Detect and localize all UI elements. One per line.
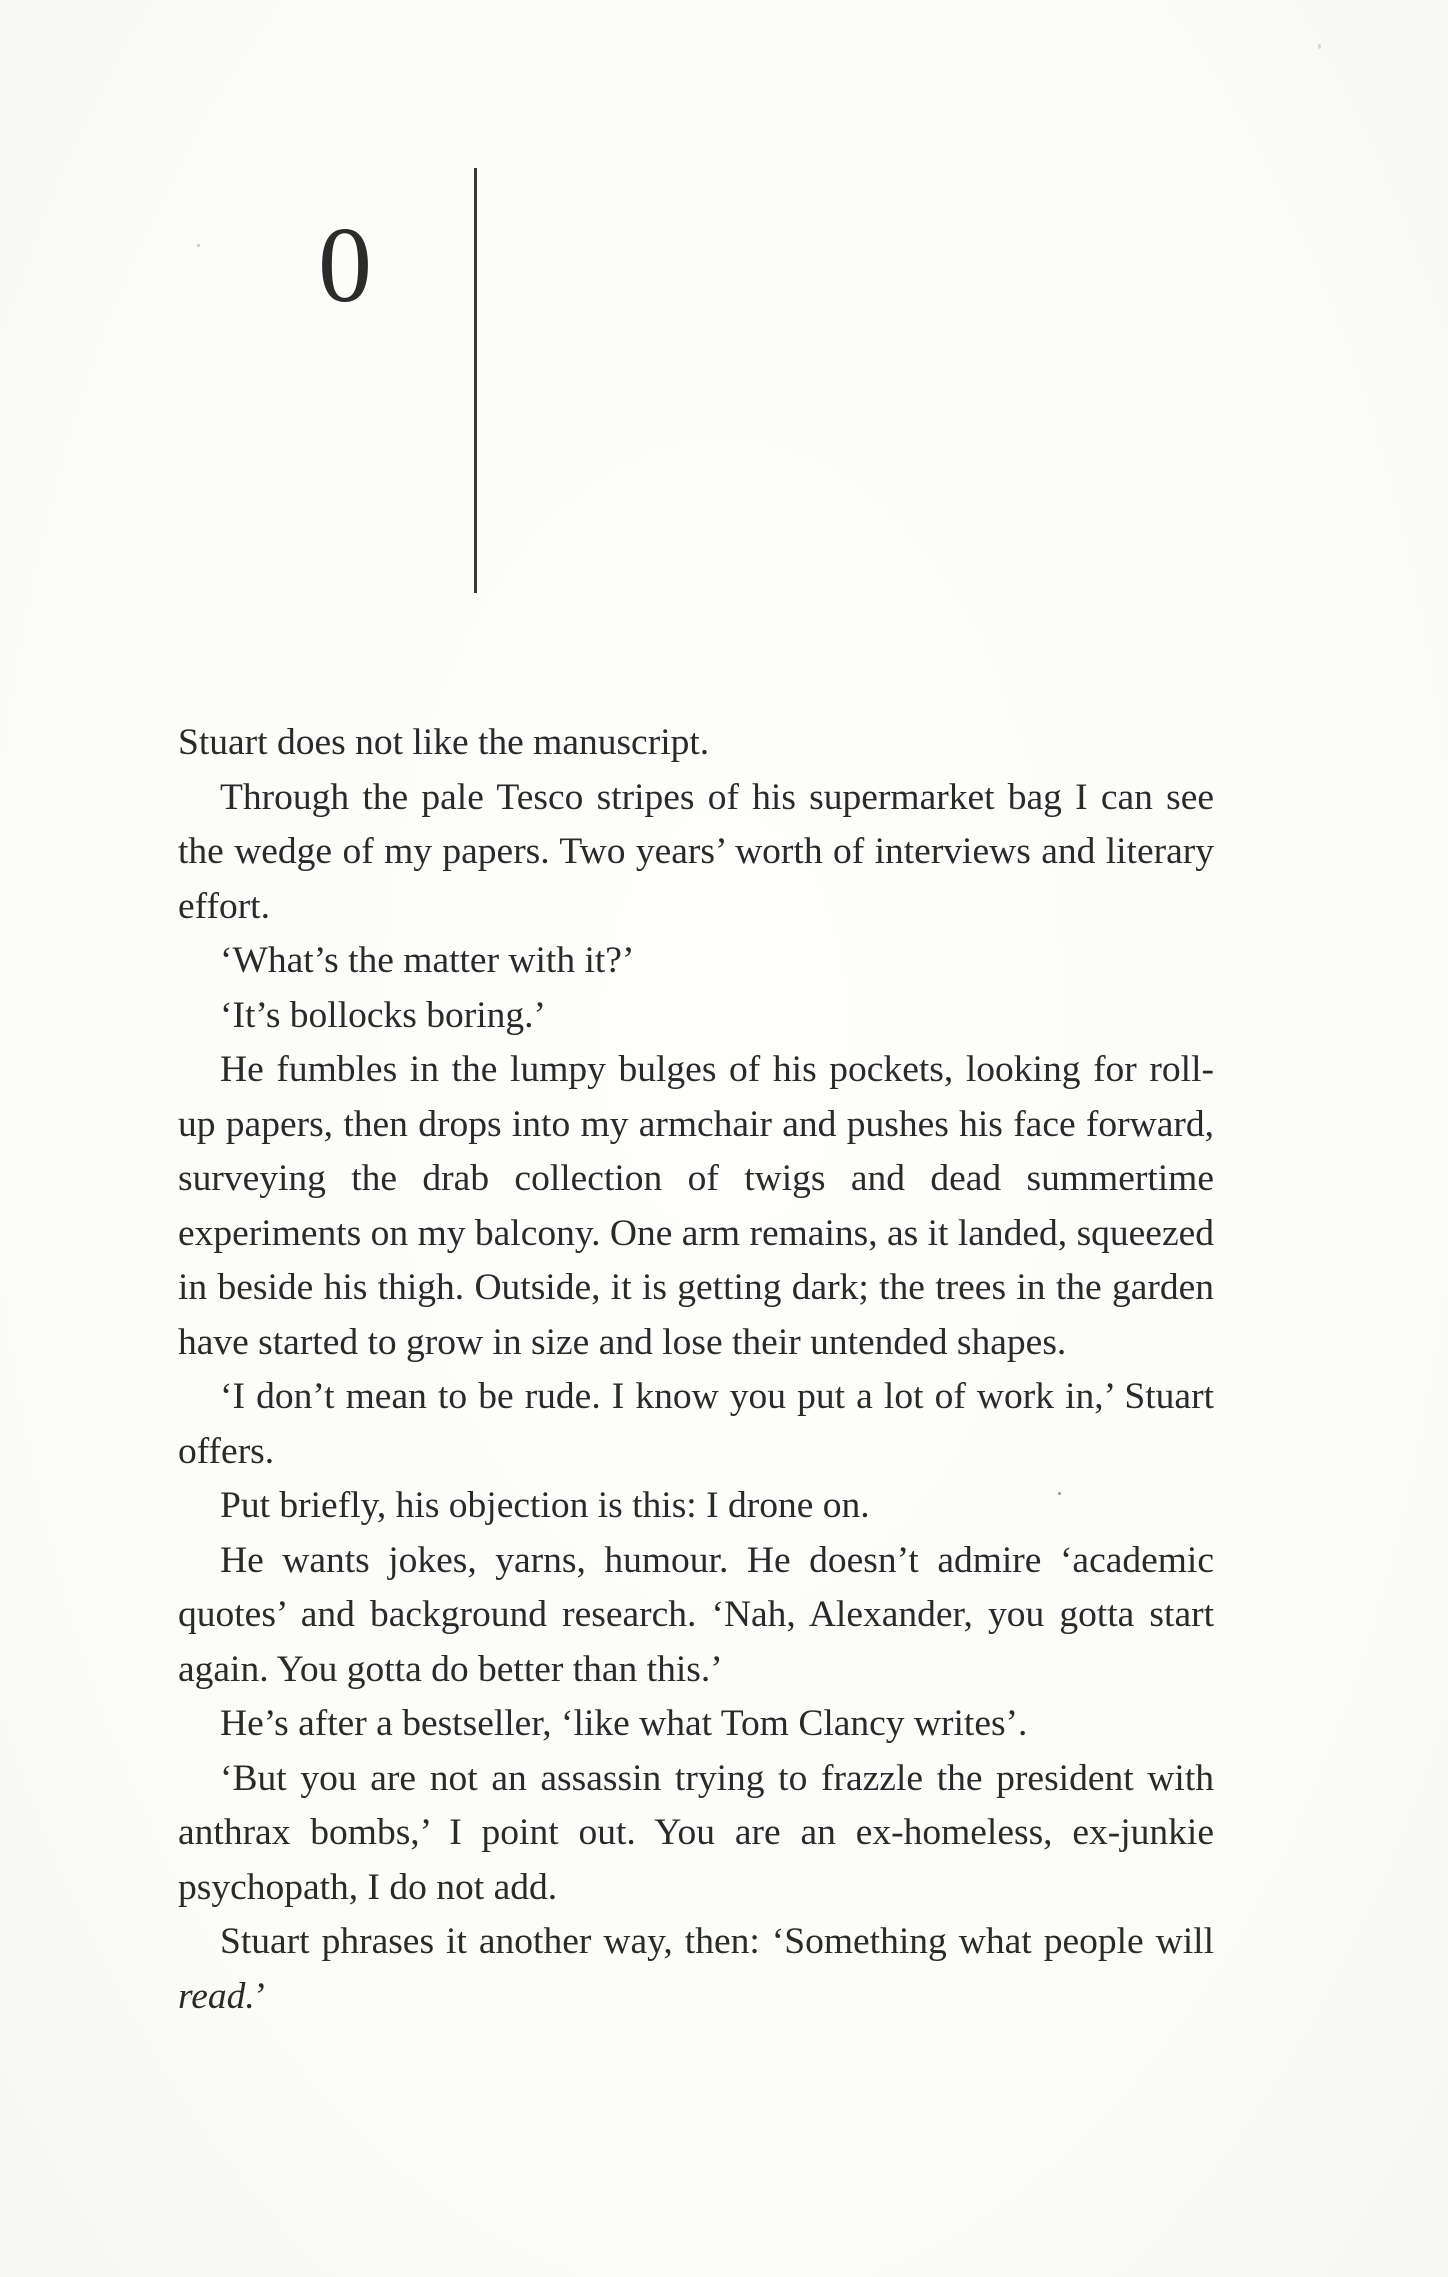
paragraph: Through the pale Tesco stripes of his supermarket bag I can see the wedge of my papers. Two years’ worth of interviews and literary effort. (178, 776, 1214, 927)
paragraph: ‘But you are not an assassin trying to frazzle the president with anthrax bombs,’ I point out. You are an ex-homeless, ex-junkie psychopath, I do not add. (178, 1757, 1214, 1908)
paragraph: ‘It’s bollocks boring.’ (220, 994, 547, 1036)
paragraph: ‘What’s the matter with it?’ (220, 940, 635, 981)
chapter-divider-rule (474, 168, 477, 593)
paragraph: ‘I don’t mean to be rude. I know you put a lot of work in,’ Stuart offers. (178, 1376, 1214, 1472)
scan-speck (1318, 44, 1321, 49)
italic-word: read. (178, 1975, 255, 2017)
scan-speck (197, 244, 200, 247)
paragraph: Put briefly, his objection is this: I drone on. (220, 1485, 870, 1526)
paragraph-final (178, 1915, 1214, 2024)
chapter-body (178, 716, 1214, 2024)
chapter-number: 0 (318, 206, 372, 325)
paragraph: Stuart does not like the manuscript. (178, 722, 710, 763)
scan-speck (1058, 1492, 1061, 1495)
paragraph: He’s after a bestseller, ‘like what Tom Clancy writes’. (220, 1703, 1028, 1744)
paragraph-text: Stuart phrases it another way, then: ‘Something what people will (220, 1921, 1214, 1962)
paragraph-text-end: ’ (254, 1975, 268, 2017)
paragraph: He fumbles in the lumpy bulges of his pockets, looking for roll-up papers, then drops into my armchair and pushes his face forward, surveying the drab collection of twigs and dead summertime experiments on my balcony. One arm remains, as it landed, squeezed in beside his thigh. Outside, it is getting dark; the trees in the garden have started to grow in size and lose their untended shapes. (178, 1049, 1214, 1363)
paragraph: He wants jokes, yarns, humour. He doesn’t admire ‘academic quotes’ and background research. ‘Nah, Alexander, you gotta start again. You gotta do better than this.’ (178, 1539, 1214, 1690)
